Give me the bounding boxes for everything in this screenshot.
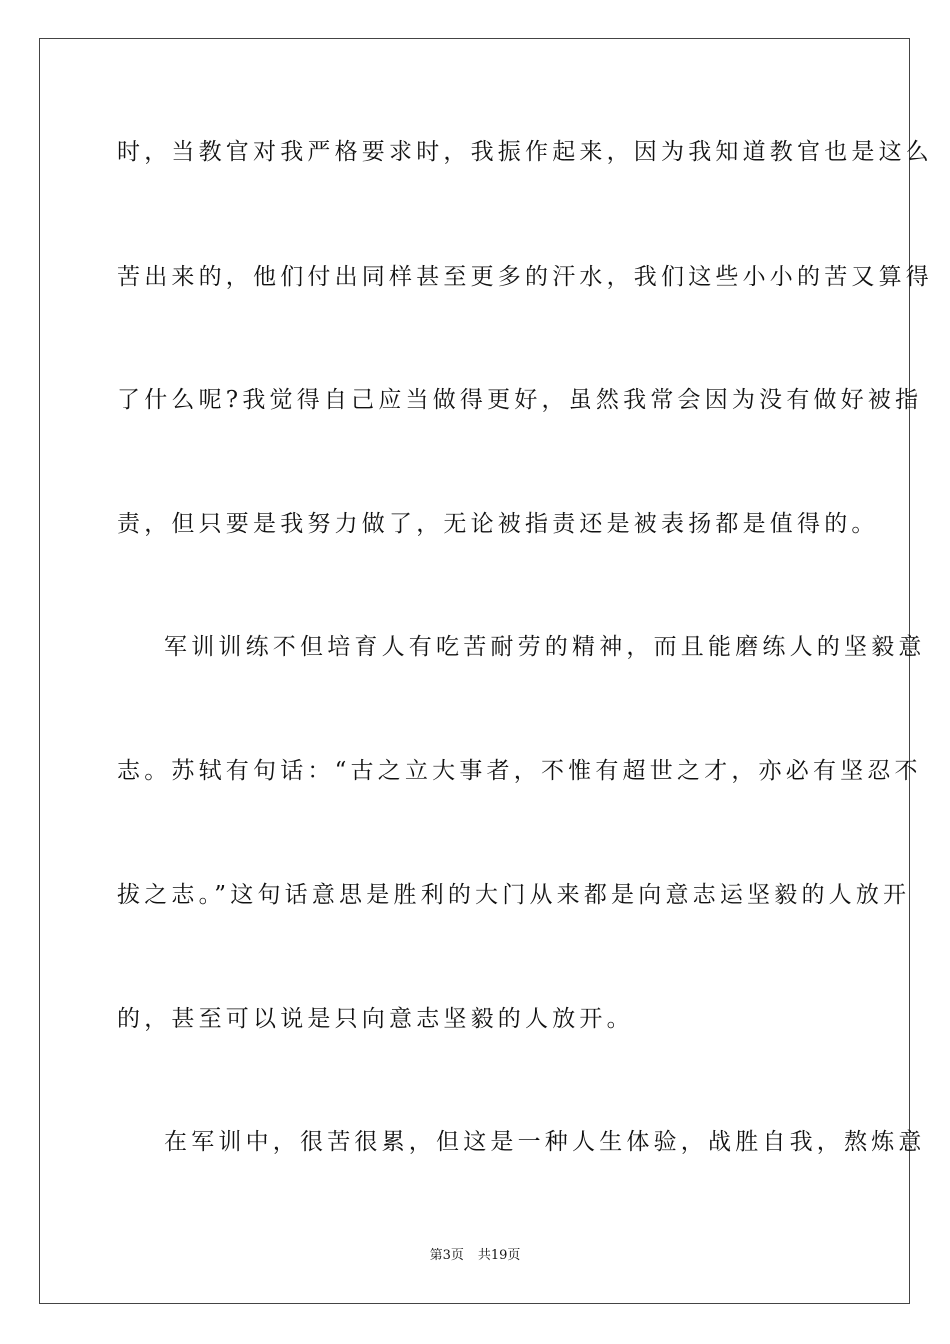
text-line: 苦出来的，他们付出同样甚至更多的汗水，我们这些小小的苦又算得: [117, 264, 933, 290]
total-pages: 共19页: [477, 1248, 521, 1263]
text-line: 了什么呢?我觉得自己应当做得更好，虽然我常会因为没有做好被指: [117, 387, 923, 413]
paragraph-first-line: 在军训中，很苦很累，但这是一种人生体验，战胜自我，熬炼意: [164, 1129, 926, 1155]
text-line: 的，甚至可以说是只向意志坚毅的人放开。: [117, 1006, 634, 1032]
text-line: 拔之志。”这句话意思是胜利的大门从来都是向意志运坚毅的人放开: [117, 882, 911, 908]
text-line: 志。苏轼有句话：“古之立大事者，不惟有超世之才，亦必有坚忍不: [117, 758, 922, 784]
text-line: 责，但只要是我努力做了，无论被指责还是被表扬都是值得的。: [117, 511, 879, 537]
page-number: 第3页: [429, 1248, 464, 1263]
page-footer: [0, 1247, 950, 1265]
paragraph-first-line: 军训训练不但培育人有吃苦耐劳的精神，而且能磨练人的坚毅意: [164, 634, 926, 660]
page-border: [39, 38, 933, 1304]
text-line: 时，当教官对我严格要求时，我振作起来，因为我知道教官也是这么: [117, 139, 933, 165]
